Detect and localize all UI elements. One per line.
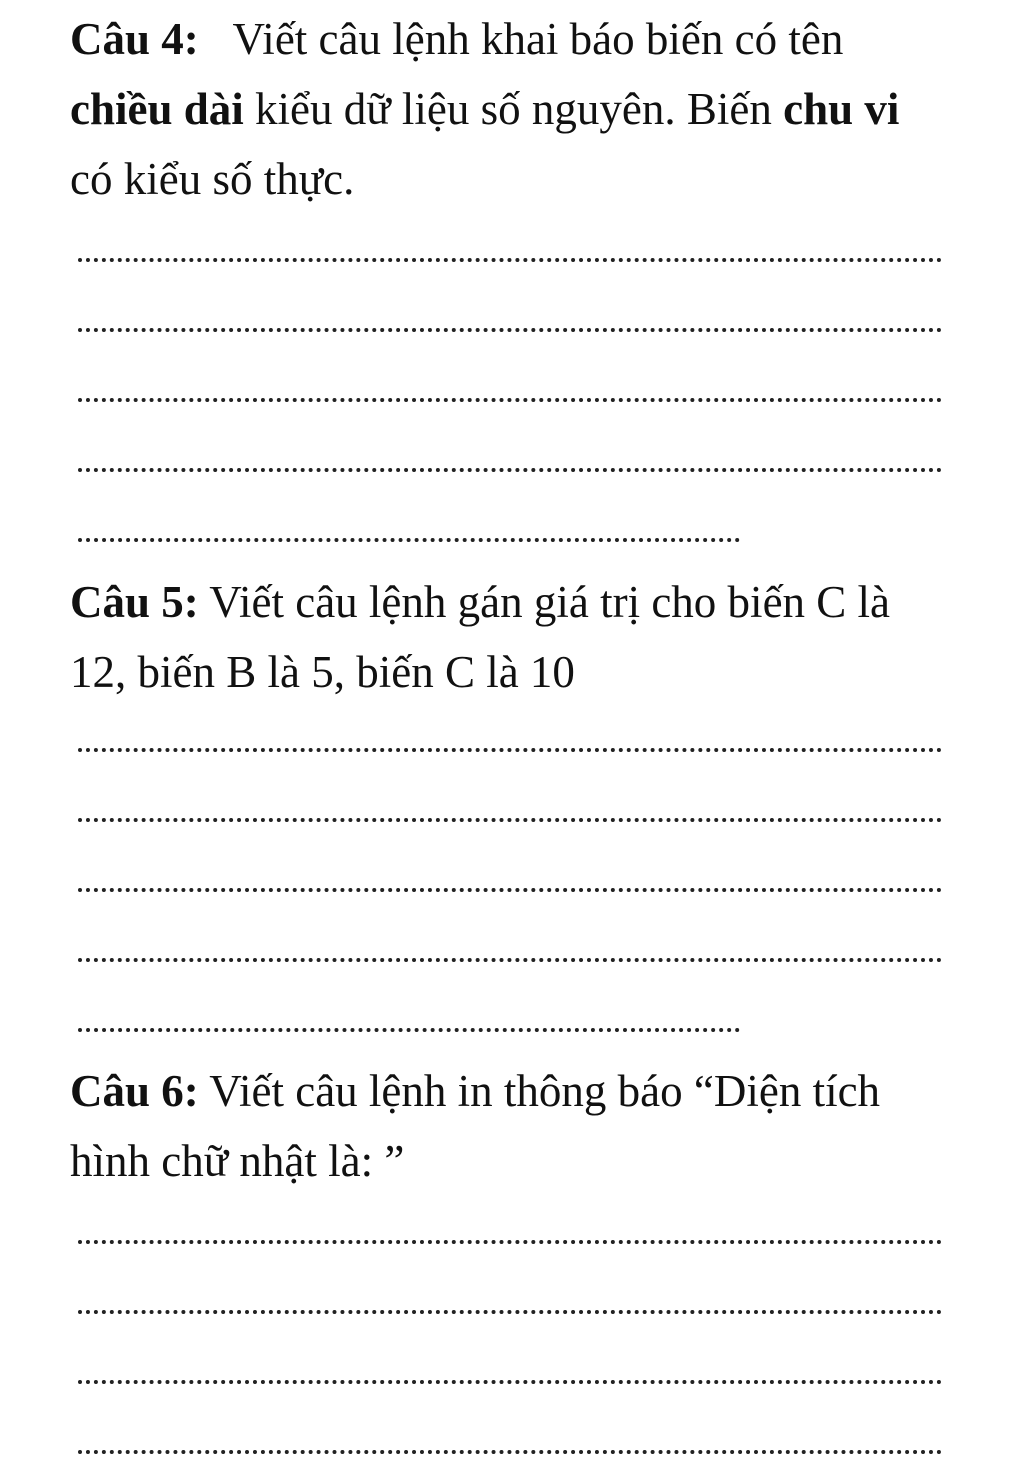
- question-5-label: Câu 5:: [70, 577, 199, 627]
- question-4-label: Câu 4:: [70, 14, 199, 64]
- answer-line-q4-5[interactable]: [78, 538, 740, 542]
- answer-line-q6-1[interactable]: [78, 1240, 942, 1244]
- question-6-label: Câu 6:: [70, 1066, 199, 1116]
- question-4: [70, 4, 950, 214]
- question-6: [70, 1056, 950, 1196]
- answer-line-q5-2[interactable]: [78, 818, 942, 822]
- answer-line-q5-3[interactable]: [78, 888, 942, 892]
- answer-line-q6-3[interactable]: [78, 1380, 942, 1384]
- question-4-text-part3: có kiểu số thực.: [70, 154, 355, 204]
- question-5: [70, 567, 950, 707]
- answer-line-q4-1[interactable]: [78, 258, 942, 262]
- answer-line-q5-4[interactable]: [78, 958, 942, 962]
- question-4-bold-term-1: chiều dài: [70, 84, 244, 134]
- question-4-bold-term-2: chu vi: [783, 84, 900, 134]
- answer-line-q4-2[interactable]: [78, 328, 942, 332]
- question-6-text: Viết câu lệnh in thông báo “Diện tích hình chữ nhật là: ”: [70, 1066, 881, 1186]
- question-4-text-part2: kiểu dữ liệu số nguyên. Biến: [243, 84, 784, 134]
- answer-line-q5-5[interactable]: [78, 1028, 740, 1032]
- question-5-text: Viết câu lệnh gán giá trị cho biến C là 12, biến B là 5, biến C là 10: [70, 577, 891, 697]
- answer-line-q6-4[interactable]: [78, 1450, 942, 1454]
- answer-line-q6-2[interactable]: [78, 1310, 942, 1314]
- answer-line-q5-1[interactable]: [78, 748, 942, 752]
- answer-line-q4-3[interactable]: [78, 398, 942, 402]
- question-4-text-part1: Viết câu lệnh khai báo biến có tên: [232, 14, 844, 64]
- answer-line-q4-4[interactable]: [78, 468, 942, 472]
